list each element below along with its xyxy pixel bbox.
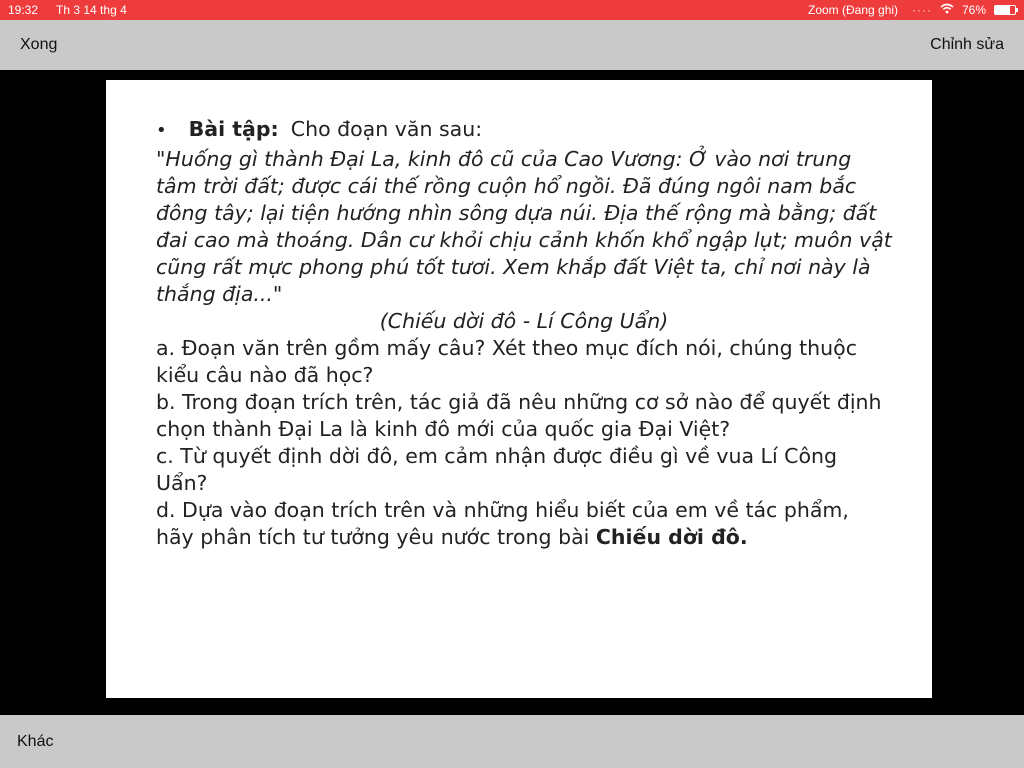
status-date: Th 3 14 thg 4	[56, 3, 127, 17]
slide-image	[106, 80, 932, 698]
question-a: a. Đoạn văn trên gồm mấy câu? Xét theo mục đích nói, chúng thuộc kiểu câu nào đã học?	[156, 336, 857, 387]
slide-heading	[156, 116, 892, 144]
status-right	[912, 3, 1016, 17]
question-d-text: d. Dựa vào đoạn trích trên và những hiểu biết của em về tác phẩm, hãy phân tích tư tưởng yêu nước trong bài	[156, 498, 849, 549]
image-viewer[interactable]	[0, 70, 1024, 715]
question-d-end: .	[739, 525, 748, 549]
question-c: c. Từ quyết định dời đô, em cảm nhận được điều gì về vua Lí Công Uẩn?	[156, 444, 838, 495]
wifi-icon	[940, 3, 954, 17]
bottom-toolbar	[0, 715, 1024, 768]
status-time: 19:32	[8, 3, 39, 17]
battery-icon	[994, 5, 1016, 15]
status-bar	[0, 0, 1024, 20]
heading-text: Cho đoạn văn sau:	[290, 117, 483, 141]
question-b: b. Trong đoạn trích trên, tác giả đã nêu những cơ sở nào để quyết định chọn thành Đại La là kinh đô mới của quốc gia Đại Việt?	[156, 390, 882, 441]
recording-indicator[interactable]: Zoom (Đang ghi)	[808, 3, 899, 17]
edit-button[interactable]: Chỉnh sửa	[930, 36, 1004, 53]
question-d	[156, 497, 892, 551]
done-button[interactable]: Xong	[20, 36, 58, 53]
battery-percent: 76%	[961, 3, 986, 17]
signal-dots-icon: ····	[911, 3, 932, 17]
heading-bold: Bài tập:	[188, 117, 279, 141]
quote-source: (Chiếu dời đô - Lí Công Uẩn)	[379, 309, 669, 333]
battery-fill	[995, 6, 1010, 14]
more-button[interactable]: Khác	[17, 732, 54, 750]
top-toolbar	[0, 20, 1024, 70]
quote-passage: "Huống gì thành Đại La, kinh đô cũ của Cao Vương: Ở vào nơi trung tâm trời đất; được cái thế rồng cuộn hổ ngồi. Đã đúng ngôi nam bắc đông tây; lại tiện hướng nhìn sông dựa núi. Địa thế rộng mà bằng; đất đai cao mà thoáng. Dân cư khỏi chịu cảnh khốn khổ ngập lụt; muôn vật cũng rất mực phong phú tốt tươi. Xem khắp đất Việt ta, chỉ nơi này là thắng địa..."	[156, 147, 892, 306]
bullet: •	[156, 120, 167, 141]
status-left	[8, 3, 127, 17]
question-d-bold: Chiếu dời đô	[595, 525, 740, 549]
